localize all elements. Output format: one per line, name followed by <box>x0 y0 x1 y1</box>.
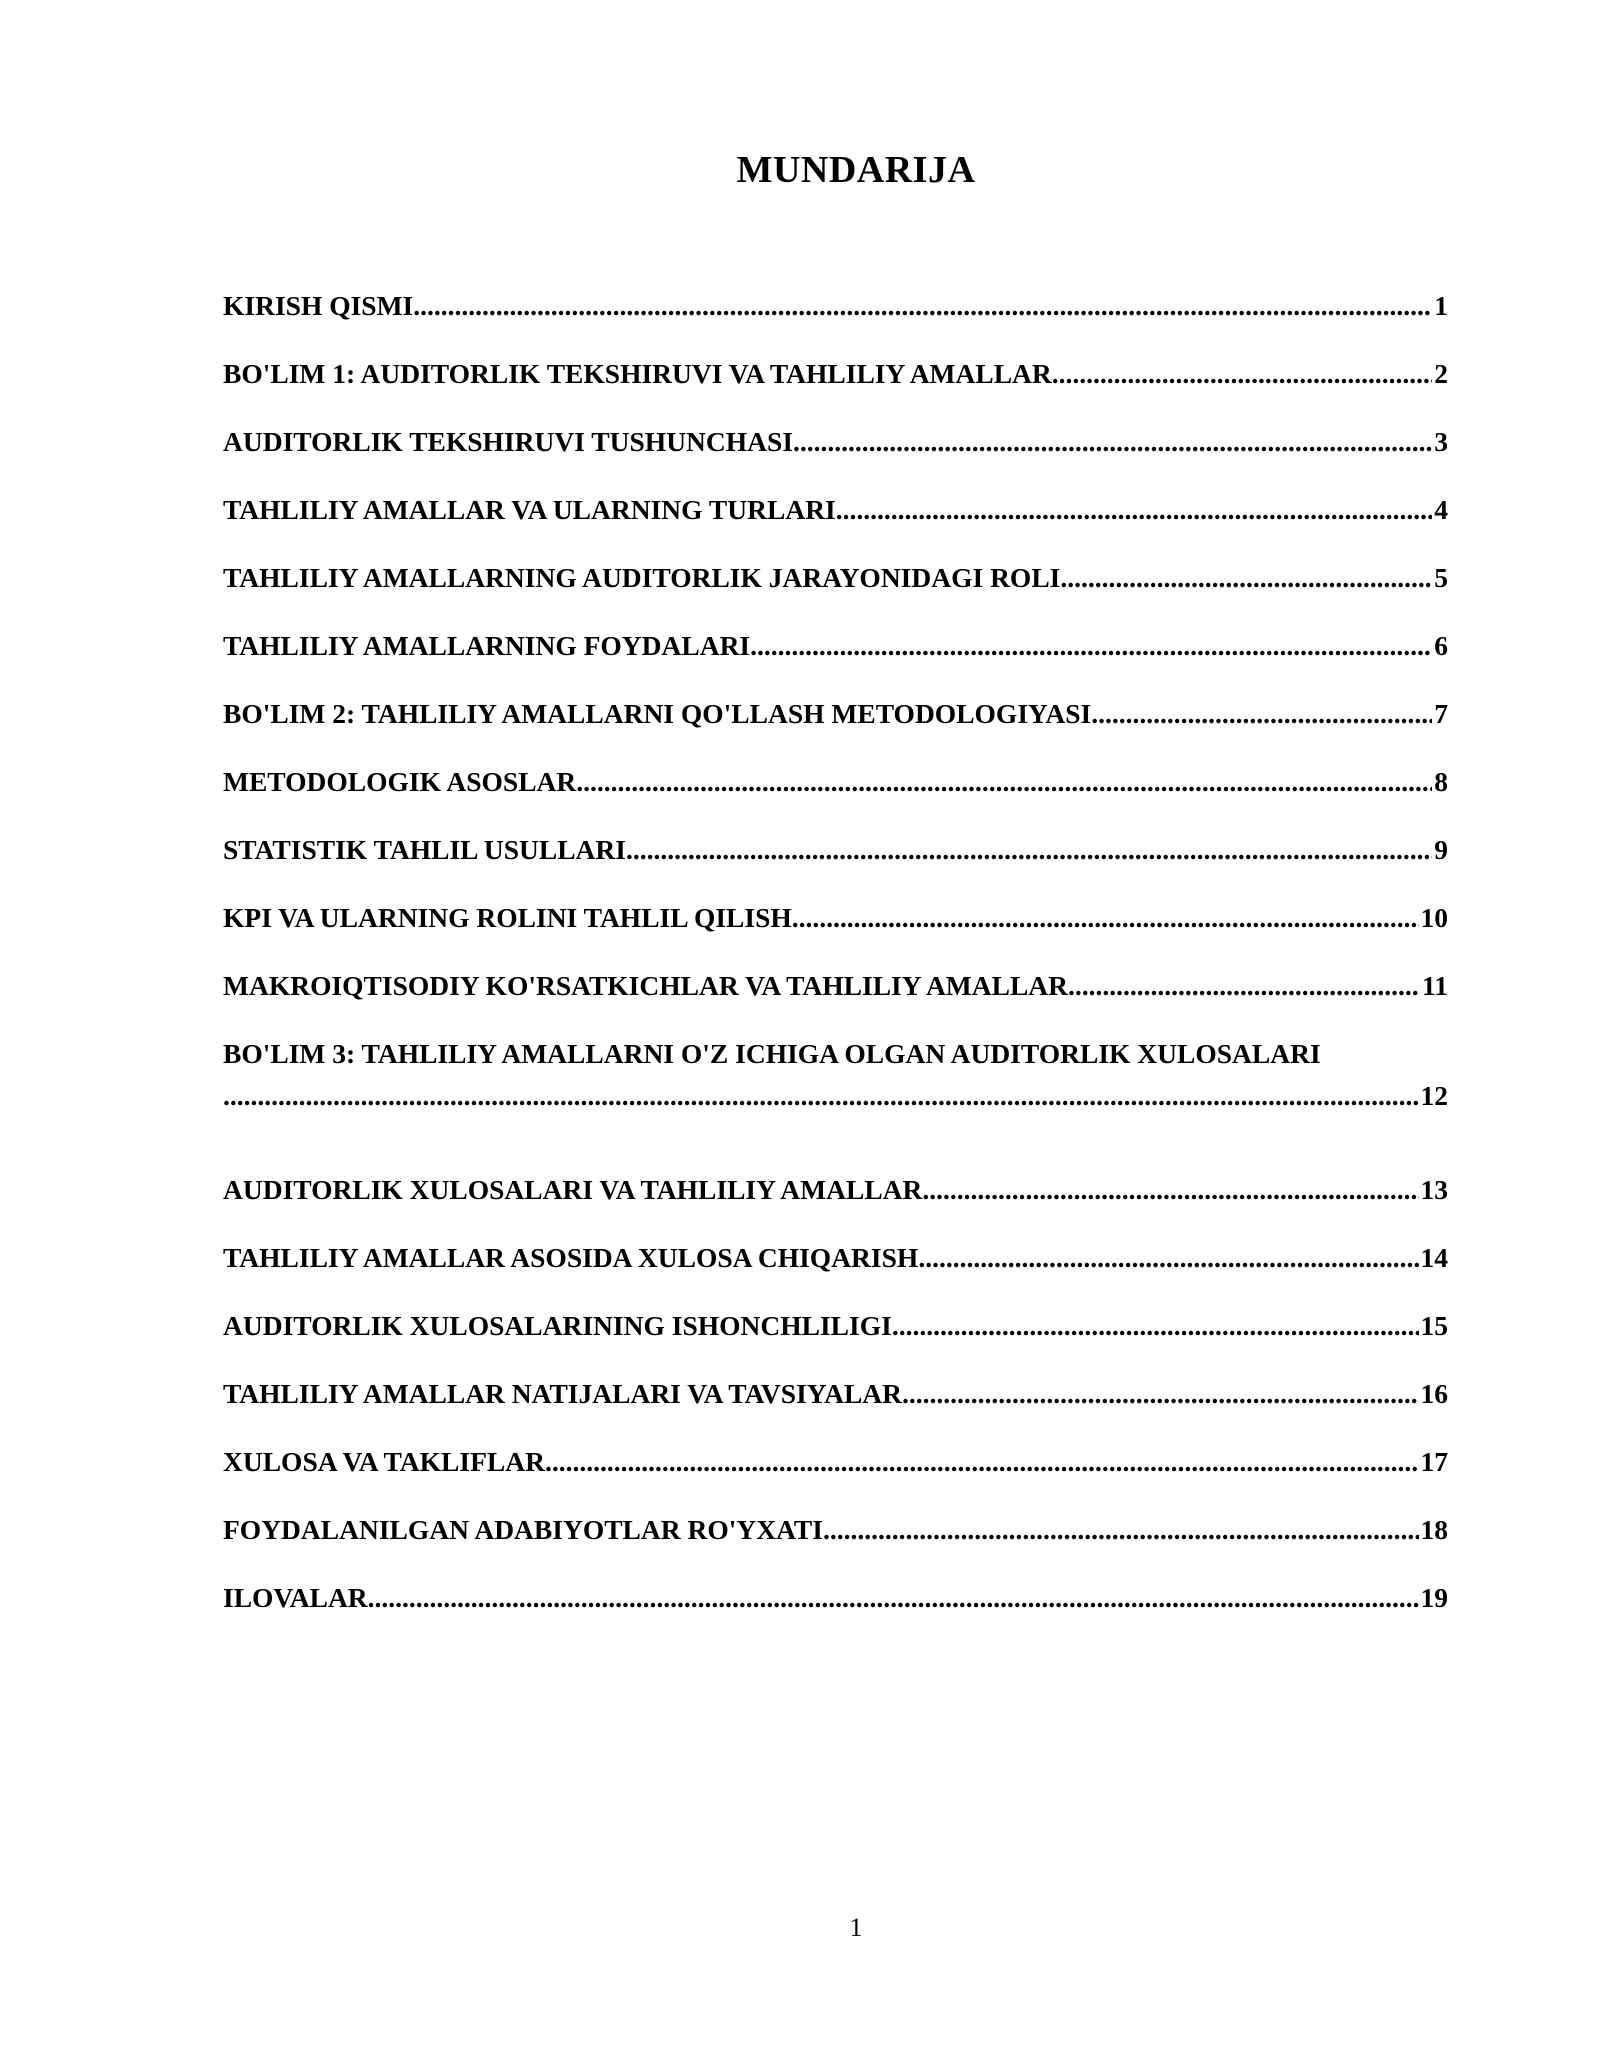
toc-entry-page: 11 <box>1422 970 1448 1001</box>
toc-entry-label: TAHLILIY AMALLARNING AUDITORLIK JARAYONIDAGI ROLI <box>223 562 1061 593</box>
toc-entry-continuation <box>223 1080 1448 1140</box>
toc-dot-leader <box>1068 970 1420 1002</box>
toc-entry[interactable] <box>223 1242 1448 1310</box>
toc-entry[interactable] <box>223 1582 1448 1650</box>
toc-dot-leader <box>1052 358 1432 390</box>
toc-dot-leader <box>576 766 1432 798</box>
toc-entry-label: TAHLILIY AMALLAR VA ULARNING TURLARI <box>223 494 836 525</box>
toc-entry[interactable] <box>223 834 1448 902</box>
toc-entry-label: KIRISH QISMI <box>223 290 414 321</box>
toc-entry[interactable] <box>223 1038 1448 1174</box>
toc-dot-leader <box>836 494 1432 526</box>
toc-entry-page: 13 <box>1420 1174 1448 1205</box>
toc-dot-leader <box>223 1080 1419 1112</box>
toc-entry-page: 1 <box>1434 290 1448 321</box>
toc-entry-label: FOYDALANILGAN ADABIYOTLAR RO'YXATI <box>223 1514 823 1545</box>
toc-dot-leader <box>892 1310 1419 1342</box>
toc-entry[interactable] <box>223 1446 1448 1514</box>
toc-entry-page: 19 <box>1420 1582 1448 1613</box>
toc-entry-label: AUDITORLIK XULOSALARINING ISHONCHLILIGI <box>223 1310 892 1341</box>
toc-dot-leader <box>793 426 1432 458</box>
toc-entry-page: 10 <box>1420 902 1448 933</box>
toc-dot-leader <box>922 1174 1418 1206</box>
toc-entry-page: 17 <box>1420 1446 1448 1477</box>
toc-entry-page: 14 <box>1420 1242 1448 1273</box>
toc-entry[interactable] <box>223 358 1448 426</box>
toc-entry-label: ILOVALAR <box>223 1582 368 1613</box>
toc-entry-page: 3 <box>1434 426 1448 457</box>
toc-entry-page: 6 <box>1434 630 1448 661</box>
toc-entry-label: TAHLILIY AMALLARNING FOYDALARI <box>223 630 751 661</box>
toc-entry-page: 18 <box>1420 1514 1448 1545</box>
toc-entry[interactable] <box>223 290 1448 358</box>
toc-entry-label: BO'LIM 3: TAHLILIY AMALLARNI O'Z ICHIGA OLGAN AUDITORLIK XULOSALARI <box>223 1038 1321 1069</box>
toc-entry-label: TAHLILIY AMALLAR NATIJALARI VA TAVSIYALAR <box>223 1378 903 1409</box>
toc-entry-label: BO'LIM 1: AUDITORLIK TEKSHIRUVI VA TAHLILIY AMALLAR <box>223 358 1052 389</box>
toc-entry[interactable] <box>223 1514 1448 1582</box>
toc-entry[interactable] <box>223 1310 1448 1378</box>
toc-entry[interactable] <box>223 902 1448 970</box>
toc-entry-label: KPI VA ULARNING ROLINI TAHLIL QILISH <box>223 902 792 933</box>
toc-entry-page: 16 <box>1420 1378 1448 1409</box>
toc-entry[interactable] <box>223 630 1448 698</box>
toc-entry-label: METODOLOGIK ASOSLAR <box>223 766 577 797</box>
toc-entry[interactable] <box>223 698 1448 766</box>
toc-entry[interactable] <box>223 426 1448 494</box>
toc-entry-page: 15 <box>1420 1310 1448 1341</box>
toc-entry-label: STATISTIK TAHLIL USULLARI <box>223 834 626 865</box>
toc-dot-leader <box>626 834 1432 866</box>
toc-dot-leader <box>918 1242 1418 1274</box>
toc-entry-label: MAKROIQTISODIY KO'RSATKICHLAR VA TAHLILIY AMALLAR <box>223 970 1069 1001</box>
toc-entry-label: XULOSA VA TAKLIFLAR <box>223 1446 545 1477</box>
toc-entry-label: TAHLILIY AMALLAR ASOSIDA XULOSA CHIQARISH <box>223 1242 919 1273</box>
toc-dot-leader <box>823 1514 1419 1546</box>
toc-dot-leader <box>1091 698 1432 730</box>
toc-dot-leader <box>1060 562 1432 594</box>
toc-dot-leader <box>902 1378 1418 1410</box>
toc-dot-leader <box>792 902 1419 934</box>
toc-dot-leader <box>368 1582 1419 1614</box>
toc-entry[interactable] <box>223 562 1448 630</box>
toc-entry-page: 2 <box>1434 358 1448 389</box>
toc-entry-page: 4 <box>1434 494 1448 525</box>
toc-entry-page: 9 <box>1434 834 1448 865</box>
toc-dot-leader <box>545 1446 1419 1478</box>
toc-entry-page: 7 <box>1434 698 1448 729</box>
toc-entry-label: BO'LIM 2: TAHLILIY AMALLARNI QO'LLASH METODOLOGIYASI <box>223 698 1092 729</box>
toc-entry-page: 5 <box>1434 562 1448 593</box>
toc-entry-page: 12 <box>1420 1080 1448 1111</box>
table-of-contents <box>223 290 1448 1650</box>
toc-entry[interactable] <box>223 1378 1448 1446</box>
toc-entry[interactable] <box>223 766 1448 834</box>
toc-entry[interactable] <box>223 494 1448 562</box>
toc-dot-leader <box>750 630 1432 662</box>
toc-entry[interactable] <box>223 970 1448 1038</box>
toc-dot-leader <box>413 290 1432 322</box>
toc-entry-label: AUDITORLIK XULOSALARI VA TAHLILIY AMALLAR <box>223 1174 923 1205</box>
page-number: 1 <box>849 1913 863 1942</box>
toc-entry-page: 8 <box>1434 766 1448 797</box>
toc-entry-label: AUDITORLIK TEKSHIRUVI TUSHUNCHASI <box>223 426 794 457</box>
page-title: MUNDARIJA <box>736 149 976 191</box>
toc-entry[interactable] <box>223 1174 1448 1242</box>
